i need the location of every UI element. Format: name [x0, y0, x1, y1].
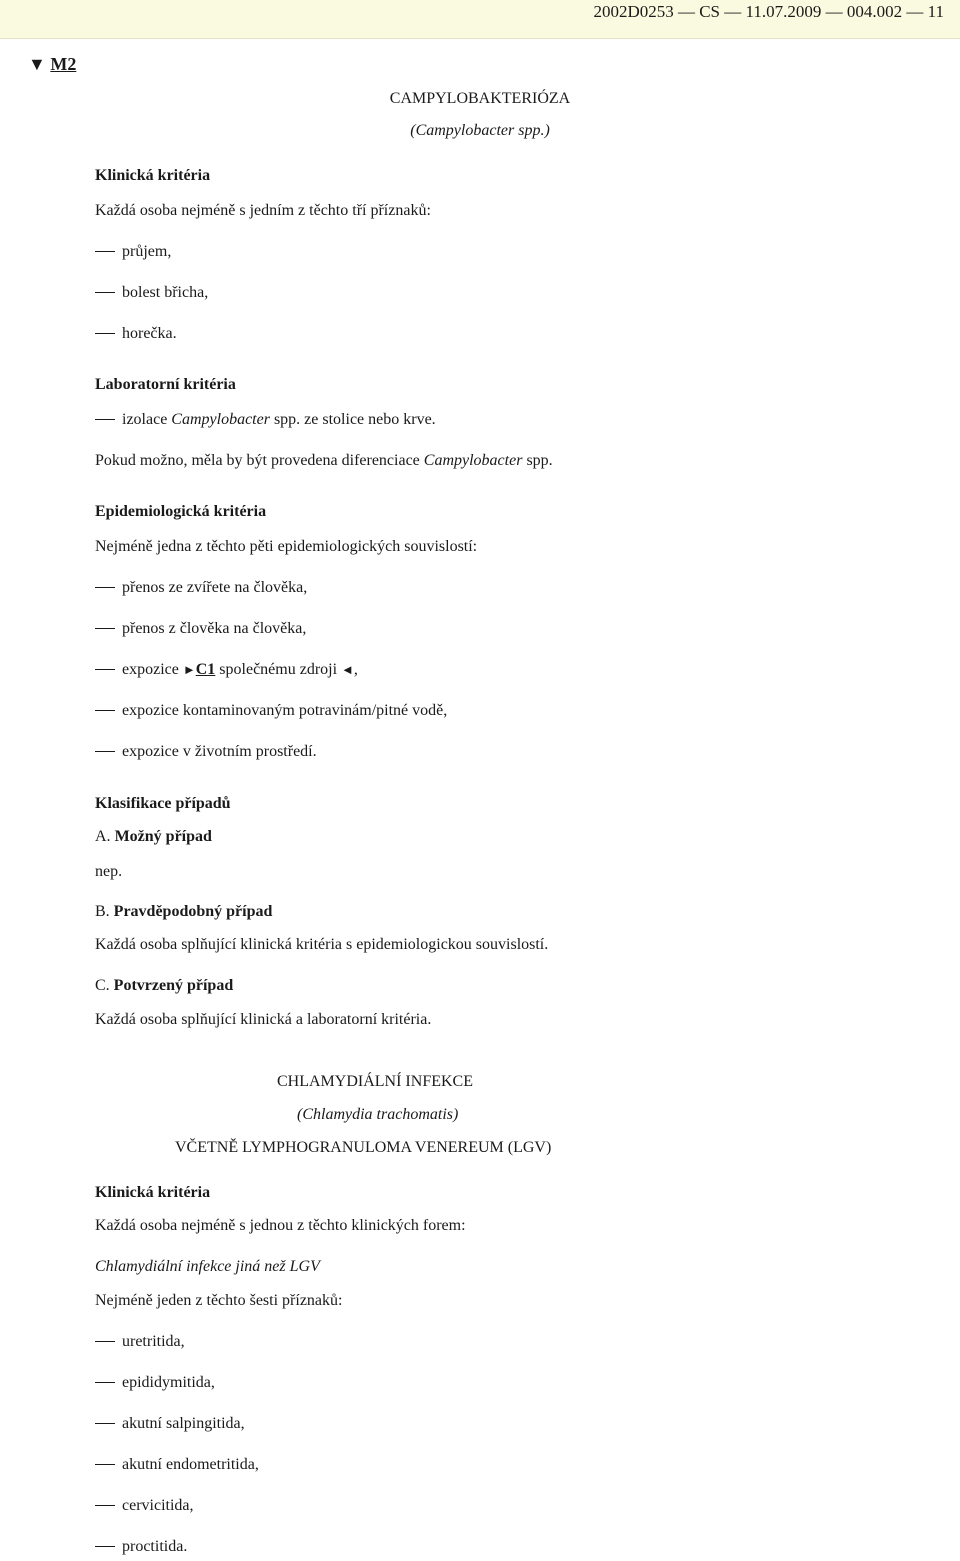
epidemiological-intro: Nejméně jedna z těchto pěti epidemiologických souvislostí:	[95, 538, 478, 555]
em-dash	[95, 1423, 115, 1424]
corrigendum-marker: C1	[195, 661, 216, 678]
clinical-form-heading: Chlamydiální infekce jiná než LGV	[95, 1258, 320, 1275]
em-dash	[95, 333, 115, 334]
em-dash	[95, 1464, 115, 1465]
list-item: přenos ze zvířete na člověka,	[95, 578, 307, 598]
em-dash	[95, 292, 115, 293]
em-dash	[95, 710, 115, 711]
heading-laboratory-criteria: Laboratorní kritéria	[95, 376, 236, 393]
list-item: expozice kontaminovaným potravinám/pitné vodě,	[95, 701, 447, 721]
case-a-text: nep.	[95, 863, 123, 880]
list-item: přenos z člověka na člověka,	[95, 619, 306, 639]
laboratory-note: Pokud možno, měla by být provedena diferenciace Campylobacter spp.	[95, 452, 553, 469]
section-title-chlamydia: CHLAMYDIÁLNÍ INFEKCE	[277, 1073, 473, 1090]
triangle-left-icon: ◄	[341, 662, 354, 677]
em-dash	[95, 1546, 115, 1547]
em-dash	[95, 251, 115, 252]
section-subtitle-campylobacter: (Campylobacter spp.)	[410, 122, 550, 139]
list-item: izolace Campylobacter spp. ze stolice nebo krve.	[95, 410, 436, 430]
case-a-heading: A. Možný případ	[95, 828, 212, 845]
case-c-text: Každá osoba splňující klinická a laboratorní kritéria.	[95, 1011, 432, 1028]
em-dash	[95, 751, 115, 752]
amendment-marker	[28, 54, 76, 74]
heading-case-classification: Klasifikace případů	[95, 795, 231, 812]
document-reference: 2002D0253 — CS — 11.07.2009 — 004.002 — 11	[593, 2, 944, 21]
list-item: průjem,	[95, 242, 171, 262]
em-dash	[95, 1505, 115, 1506]
list-item: horečka.	[95, 324, 177, 344]
list-item: expozice ►C1 společnému zdroji ◄,	[95, 660, 358, 680]
triangle-down-icon: ▼	[28, 54, 46, 74]
amendment-marker-label: M2	[50, 54, 77, 74]
heading-clinical-criteria-chlamydia: Klinická kritéria	[95, 1184, 211, 1201]
triangle-right-icon: ►	[182, 662, 196, 677]
clinical-form-intro: Nejméně jeden z těchto šesti příznaků:	[95, 1292, 343, 1309]
document-header	[0, 0, 960, 39]
clinical-intro-chlamydia: Každá osoba nejméně s jednou z těchto klinických forem:	[95, 1217, 466, 1234]
list-item: epididymitida,	[95, 1373, 215, 1393]
list-item: cervicitida,	[95, 1496, 194, 1516]
heading-clinical-criteria: Klinická kritéria	[95, 167, 211, 184]
em-dash	[95, 628, 115, 629]
list-item: proctitida.	[95, 1537, 187, 1557]
section-subtitle-chlamydia: (Chlamydia trachomatis)	[297, 1106, 459, 1123]
list-item: akutní salpingitida,	[95, 1414, 245, 1434]
section-title-lgv: VČETNĚ LYMPHOGRANULOMA VENEREUM (LGV)	[175, 1139, 552, 1156]
case-b-text: Každá osoba splňující klinická kritéria s epidemiologickou souvislostí.	[95, 936, 549, 953]
clinical-intro: Každá osoba nejméně s jedním z těchto tří příznaků:	[95, 202, 431, 219]
case-c-heading: C. Potvrzený případ	[95, 977, 234, 994]
heading-epidemiological-criteria: Epidemiologická kritéria	[95, 503, 267, 520]
list-item: expozice v životním prostředí.	[95, 742, 317, 762]
em-dash	[95, 587, 115, 588]
case-b-heading: B. Pravděpodobný případ	[95, 903, 273, 920]
section-title-campylobacteriosis: CAMPYLOBAKTERIÓZA	[389, 90, 571, 107]
em-dash	[95, 669, 115, 670]
list-item: akutní endometritida,	[95, 1455, 259, 1475]
em-dash	[95, 419, 115, 420]
em-dash	[95, 1341, 115, 1342]
em-dash	[95, 1382, 115, 1383]
list-item: bolest břicha,	[95, 283, 208, 303]
list-item: uretritida,	[95, 1332, 185, 1352]
